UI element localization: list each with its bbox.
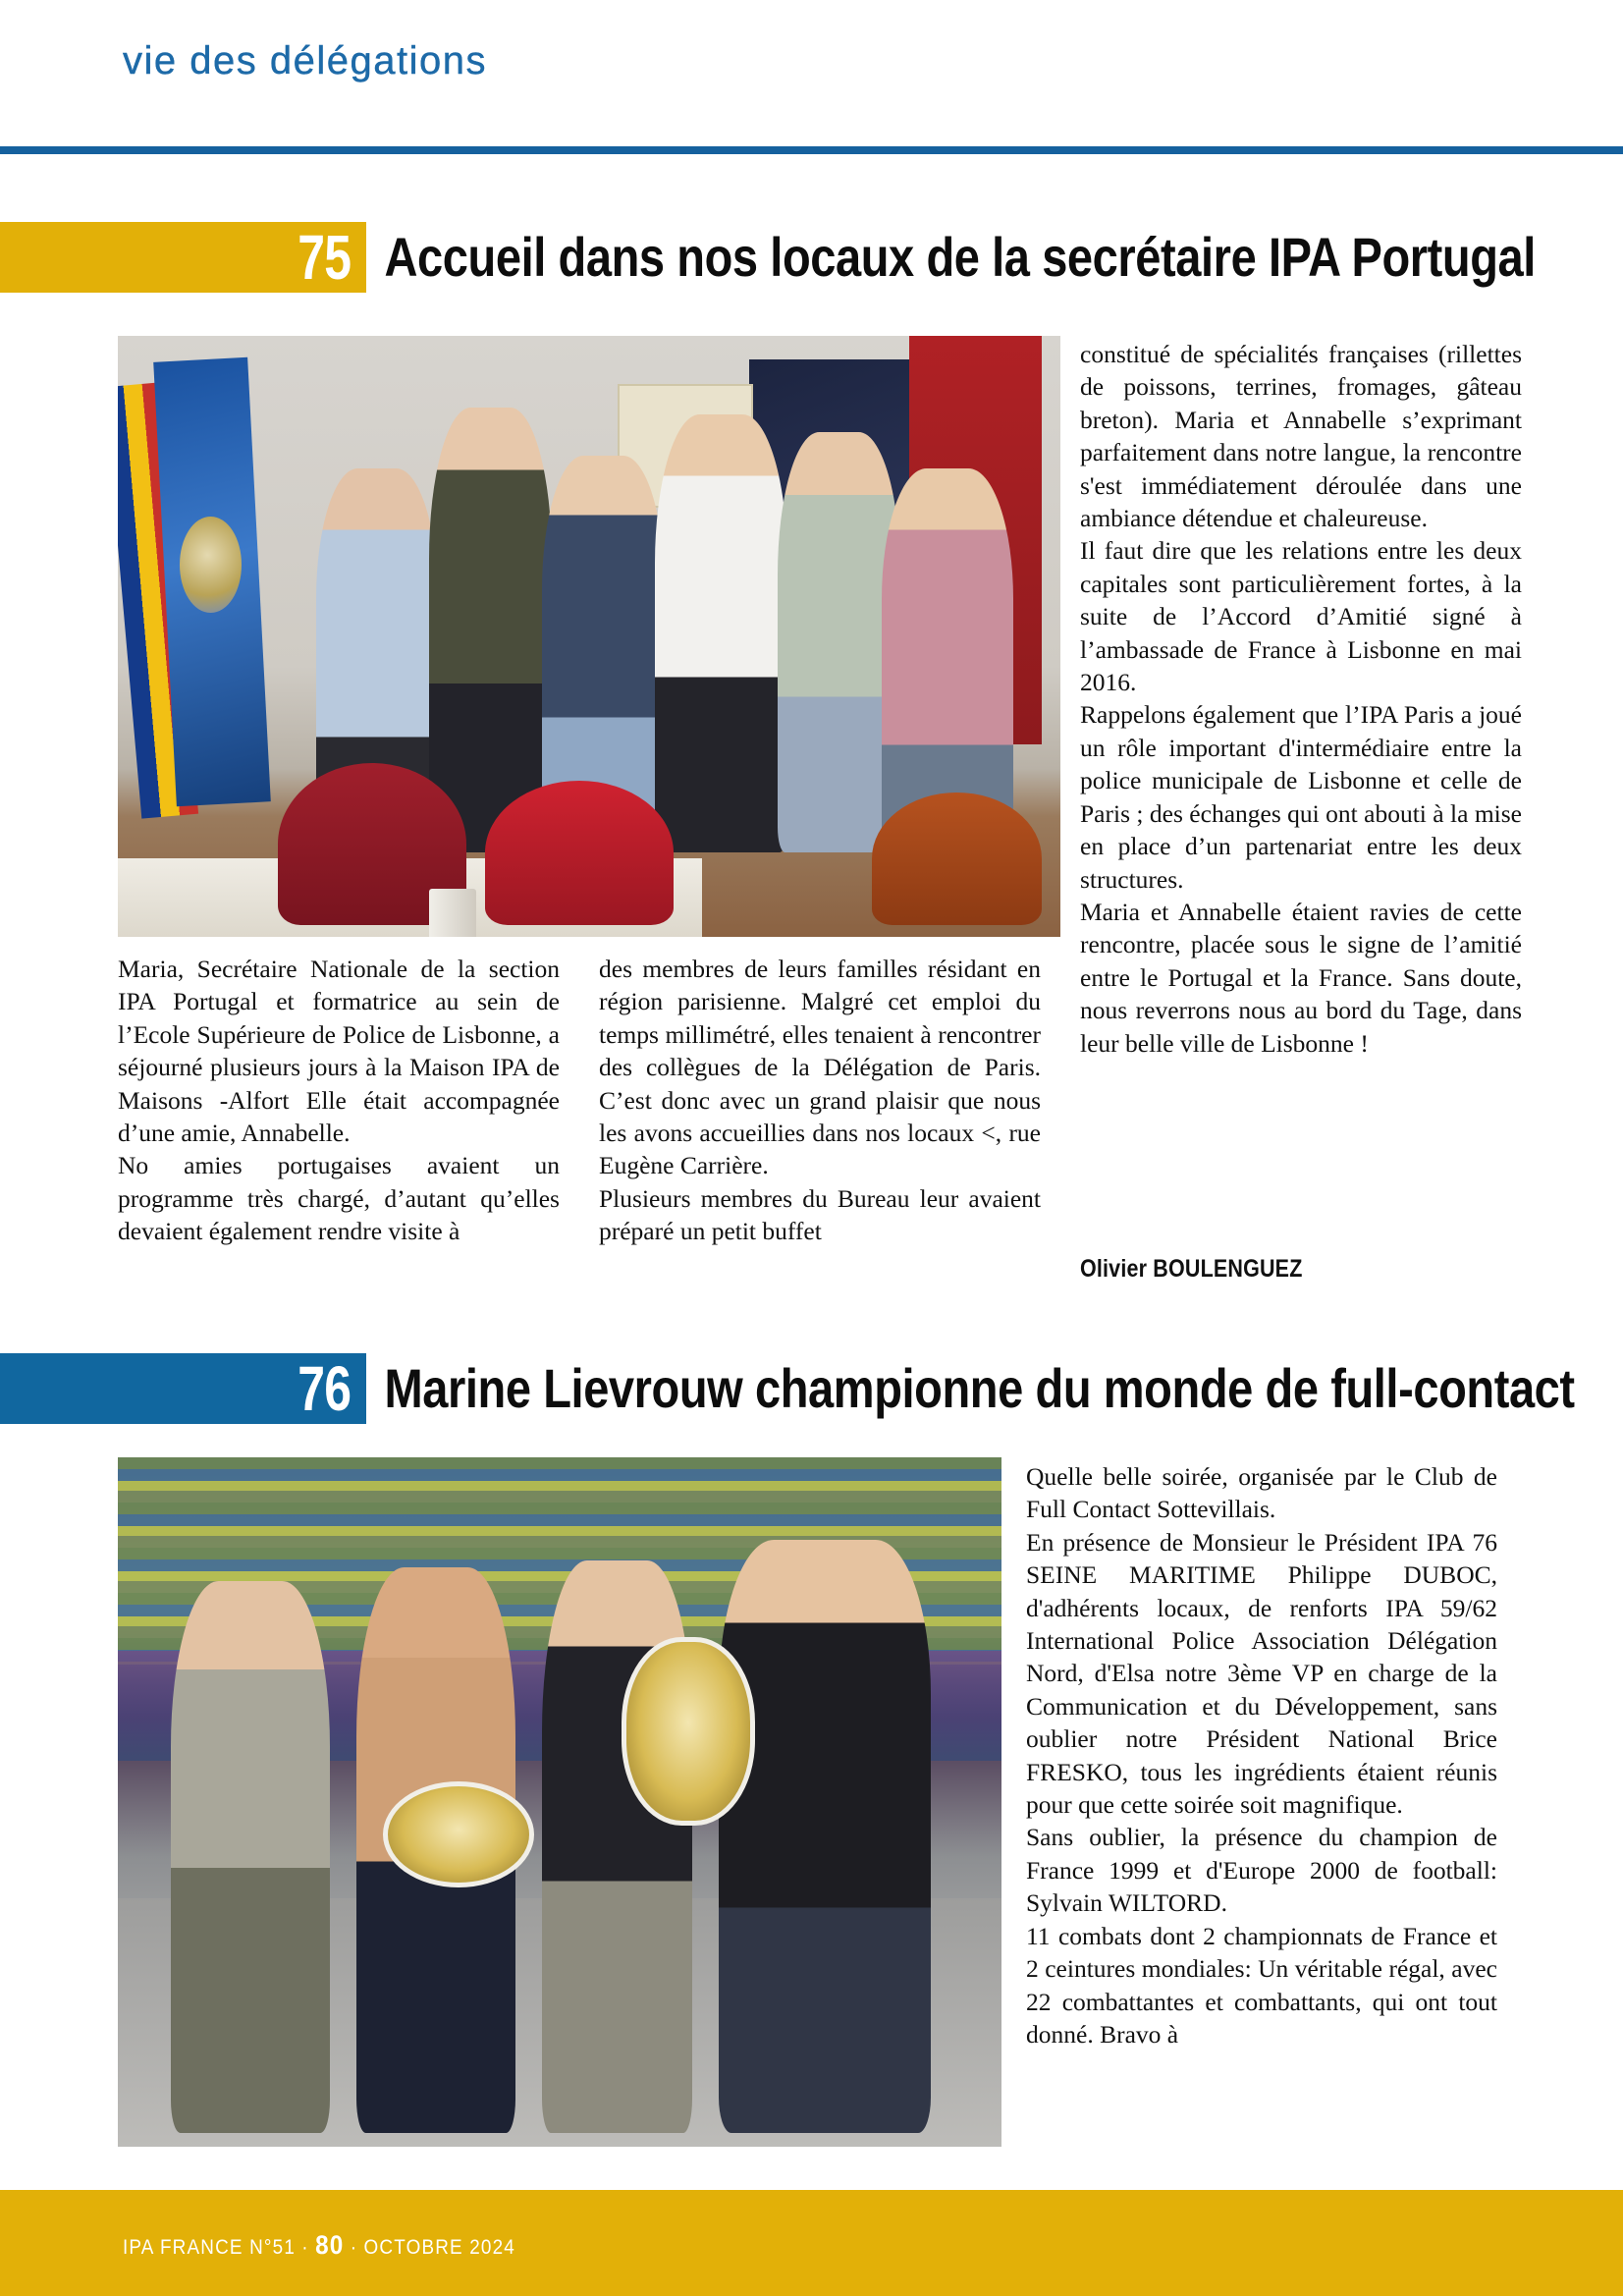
section-number-badge-76 [0,1353,366,1424]
section-title-76: Marine Lievrouw championne du monde de full-contact [384,1357,1575,1419]
photo2-person-4 [719,1540,931,2133]
footer [123,2230,515,2261]
paragraph: Sans oublier, la présence du champion de France 1999 et d'Europe 2000 de football: Sylvain WILTORD. [1026,1823,1497,1918]
paragraph: No amies portugaises avaient un programme très chargé, d’autant qu’elles devaient également rendre visite à [118,1151,560,1246]
footer-page-number: 80 [315,2230,345,2260]
footer-separator-1: · [301,2236,309,2259]
section-number-75: 75 [298,222,351,293]
championship-belt-2 [622,1637,755,1827]
paragraph: Maria et Annabelle étaient ravies de cette rencontre, placée sous le signe de l’amitié entre le Portugal et la France. Sans doute, nous reverrons nous au bord du Tage, dans leur belle ville de Lisbonne ! [1080,897,1522,1058]
photo-full-contact-champions [118,1457,1001,2147]
section-header-76 [0,1353,1623,1424]
paragraph: des membres de leurs familles résidant en région parisienne. Malgré cet emploi du temps millimétré, elles tenaient à rencontrer des collègues de la Délégation de Paris. C’est donc avec un grand plaisir que nous les avons accueillies dans nos locaux <, rue Eugène Carrière. [599,955,1041,1180]
article-75-column-right [1080,338,1522,1060]
section-title-75: Accueil dans nos locaux de la secrétaire IPA Portugal [384,226,1536,288]
paragraph: Rappelons également que l’IPA Paris a joué un rôle important d'intermédiaire entre la police municipale de Lisbonne et celle de Paris ; des échanges qui ont abouti à la mise en place d’un partenariat entre les deux structures. [1080,700,1522,894]
photo-chair-2 [485,781,674,925]
article-75-column-middle [599,953,1041,1248]
header-rule [0,146,1623,154]
paragraph: Plusieurs membres du Bureau leur avaient préparé un petit buffet [599,1183,1041,1246]
footer-issue-date: OCTOBRE 2024 [363,2236,515,2259]
paragraph: Il faut dire que les relations entre les deux capitales sont particulièrement fortes, à la suite de l’Accord d’Amitié signé à l’ambassade de France à Lisbonne en mai 2016. [1080,536,1522,697]
footer-separator-2: · [350,2236,358,2259]
paragraph: constitué de spécialités françaises (rillettes de poissons, terrines, fromages, gâteau breton). Maria et Annabelle s’exprimant parfaitement dans notre langue, la rencontre s'est immédiatement déroulée dans une ambiance détendue et chaleureuse. [1080,340,1522,533]
person-4 [655,414,786,853]
section-number-badge-75 [0,222,366,293]
photo-cup [429,889,476,937]
section-header-75 [0,222,1623,293]
photo-ipa-portugal-group [118,336,1060,937]
paragraph: En présence de Monsieur le Président IPA 76 SEINE MARITIME Philippe DUBOC, d'adhérents locaux, de renforts IPA 59/62 International Police Association Délégation Nord, d'Elsa notre 3ème VP en charge de la Communication et du Développement, sans oublier notre Président National Brice FRESKO, tous les ingrédients étaient réunis pour que cette soirée soit magnifique. [1026,1527,1497,1820]
footer-publication: IPA FRANCE N°51 [123,2236,297,2259]
flag-emblem [180,517,241,613]
person-2 [429,408,552,852]
article-75-column-left [118,953,560,1248]
running-head: vie des délégations [123,39,487,82]
photo2-person-1 [171,1581,330,2133]
article-76-column-right [1026,1460,1497,2050]
article-75-byline: Olivier BOULENGUEZ [1080,1255,1303,1283]
paragraph: Maria, Secrétaire Nationale de la section IPA Portugal et formatrice au sein de l’Ecole Supérieure de Police de Lisbonne, a séjourné plusieurs jours à la Maison IPA de Maisons -Alfort Elle était accompagnée d’une amie, Annabelle. [118,955,560,1148]
paragraph: Quelle belle soirée, organisée par le Club de Full Contact Sottevillais. [1026,1462,1497,1524]
photo-chair-3 [872,793,1042,925]
paragraph: 11 combats dont 2 championnats de France et 2 ceintures mondiales: Un véritable régal, avec 22 combattantes et combattants, qui ont tout donné. Bravo à [1026,1921,1497,2049]
section-number-76: 76 [298,1353,351,1424]
championship-belt-1 [383,1781,534,1887]
